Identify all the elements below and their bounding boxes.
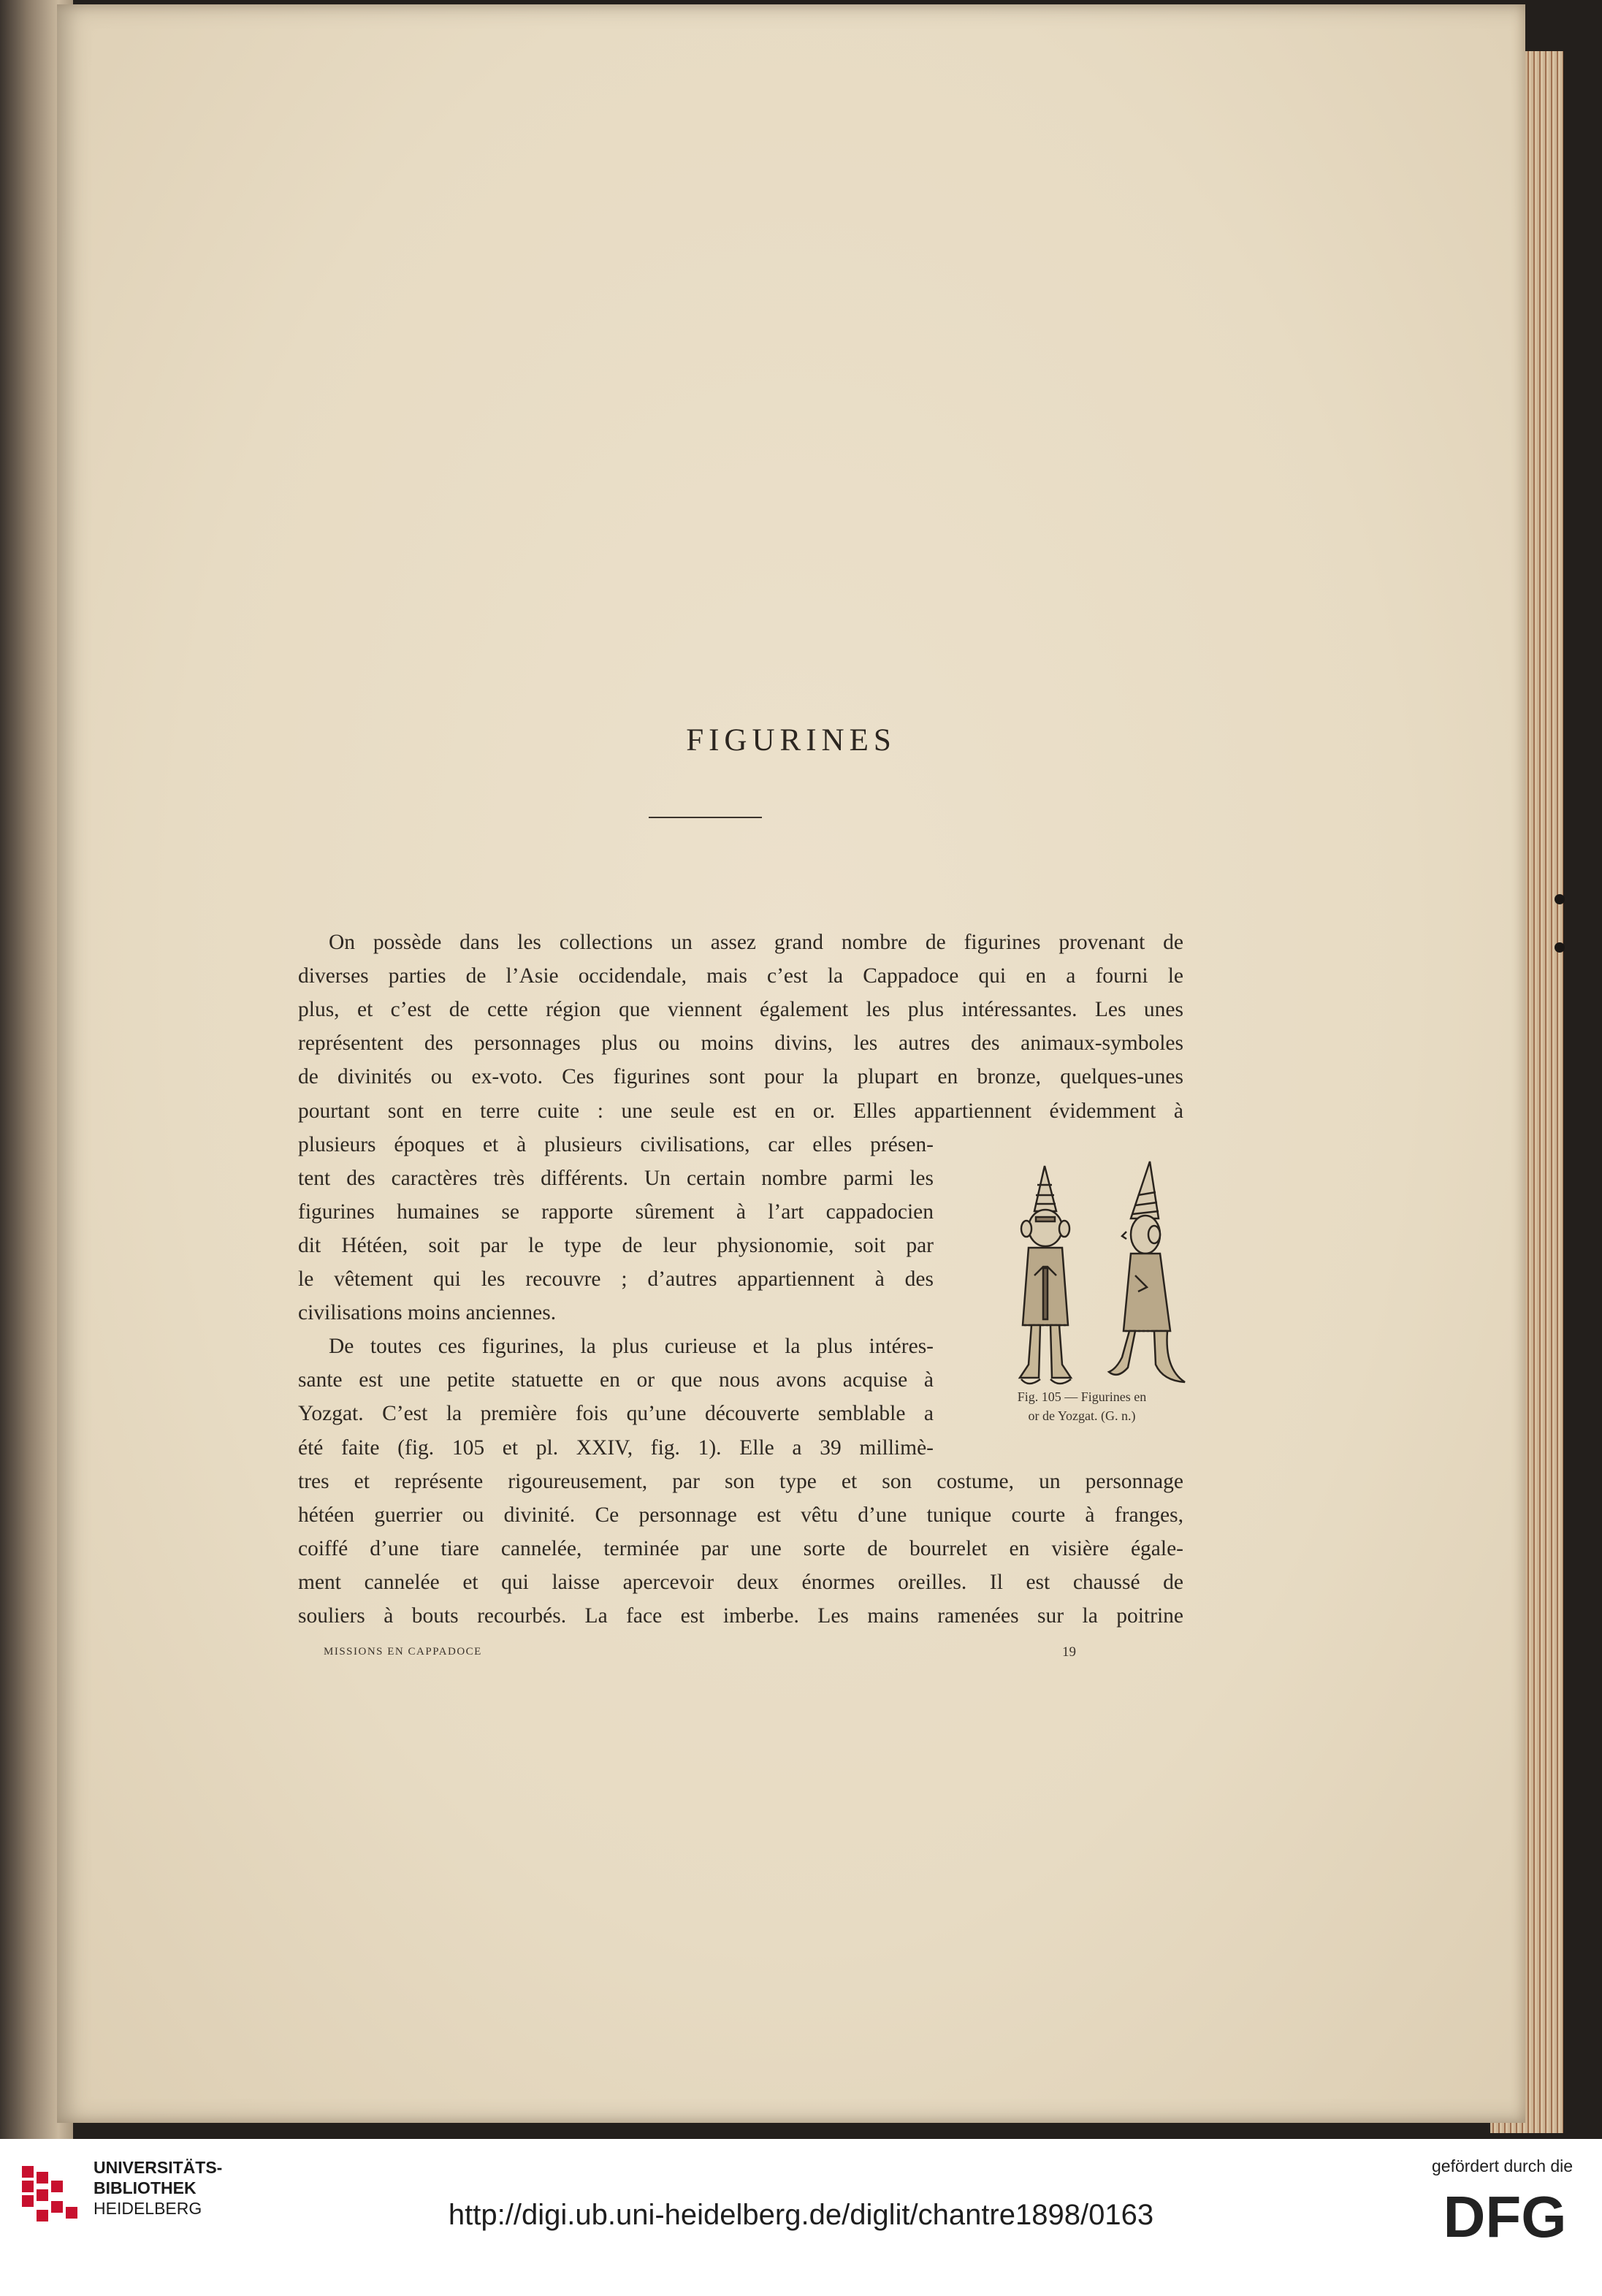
title-rule xyxy=(649,817,762,818)
body-text-line: coiffé d’une tiare cannelée, terminée par une sorte de bourrelet en visière égale- xyxy=(298,1536,1183,1560)
body-text-line: sante est une petite statuette en or que nous avons acquise à xyxy=(298,1368,934,1392)
permalink-url[interactable]: http://digi.ub.uni-heidelberg.de/diglit/chantre1898/0163 xyxy=(448,2199,1154,2231)
dfg-logo-icon xyxy=(1424,2187,1585,2246)
body-text-line: de divinités ou ex-voto. Ces figurines sont pour la plupart en bronze, quelques-unes xyxy=(298,1065,1183,1089)
library-name-line: BIBLIOTHEK xyxy=(94,2178,197,2197)
dfg-logo-text: DFG xyxy=(1443,2187,1567,2246)
body-text-line: ment cannelée et qui laisse apercevoir deux énormes oreilles. Il est chaussé de xyxy=(298,1570,1183,1594)
chapter-title: FIGURINES xyxy=(686,723,896,758)
body-text-line: De toutes ces figurines, la plus curieuse et la plus intéres- xyxy=(329,1335,934,1359)
library-city: HEIDELBERG xyxy=(94,2199,202,2218)
figure-caption-line: Fig. 105 — Figurines en xyxy=(1017,1389,1147,1404)
signature-number: 19 xyxy=(1062,1644,1076,1660)
body-text-line: plusieurs époques et à plusieurs civilisations, car elles présen- xyxy=(298,1132,934,1156)
body-text-line: représentent des personnages plus ou moins divins, les autres des animaux-symboles xyxy=(298,1031,1183,1056)
body-text-line: figurines humaines se rapporte sûrement à l’art cappadocien xyxy=(298,1200,934,1224)
body-text-line: souliers à bouts recourbés. La face est imberbe. Les mains ramenées sur la poitrine xyxy=(298,1604,1183,1628)
figure-caption-line: or de Yozgat. (G. n.) xyxy=(1028,1408,1136,1423)
body-text-line: été faite (fig. 105 et pl. XXIV, fig. 1). Elle a 39 millimè- xyxy=(298,1435,934,1460)
library-name-line: UNIVERSITÄTS- xyxy=(94,2158,223,2177)
body-text-line: tent des caractères très différents. Un certain nombre parmi les xyxy=(298,1166,934,1190)
body-text-line: On possède dans les collections un assez grand nombre de figurines provenant de xyxy=(329,931,1183,954)
figurine-profile xyxy=(1109,1162,1185,1382)
body-text-line: civilisations moins anciennes. xyxy=(298,1301,557,1325)
body-text-line: dit Hétéen, soit par le type de leur physionomie, soit par xyxy=(298,1233,934,1257)
body-text-line: tres et représente rigoureusement, par son type et son costume, un personnage xyxy=(298,1469,1183,1493)
body-text-line: le vêtement qui les recouvre ; d’autres appartiennent à des xyxy=(298,1267,934,1291)
binding-pin xyxy=(1555,894,1565,904)
running-footer: MISSIONS EN CAPPADOCE xyxy=(324,1646,482,1658)
binding-pin xyxy=(1555,942,1565,953)
funded-by-label: gefördert durch die xyxy=(1432,2156,1574,2175)
book-page xyxy=(57,4,1525,2123)
body-text-line: Yozgat. C’est la première fois qu’une découverte semblable a xyxy=(298,1402,934,1426)
library-footer-bar xyxy=(0,2139,1602,2296)
body-text-line: diverses parties de l’Asie occidendale, mais c’est la Cappadoce qui en a fourni le xyxy=(298,964,1183,988)
body-text-line: pourtant sont en terre cuite : une seule est en or. Elles appartiennent évidemment à xyxy=(298,1099,1183,1123)
figurine-front xyxy=(1020,1166,1071,1384)
body-text-line: plus, et c’est de cette région que viennent également les plus intéressantes. Les unes xyxy=(298,998,1183,1022)
body-text-line: hétéen guerrier ou divinité. Ce personnage est vêtu d’une tunique courte à franges, xyxy=(298,1503,1183,1527)
figurines-illustration xyxy=(999,1159,1186,1392)
